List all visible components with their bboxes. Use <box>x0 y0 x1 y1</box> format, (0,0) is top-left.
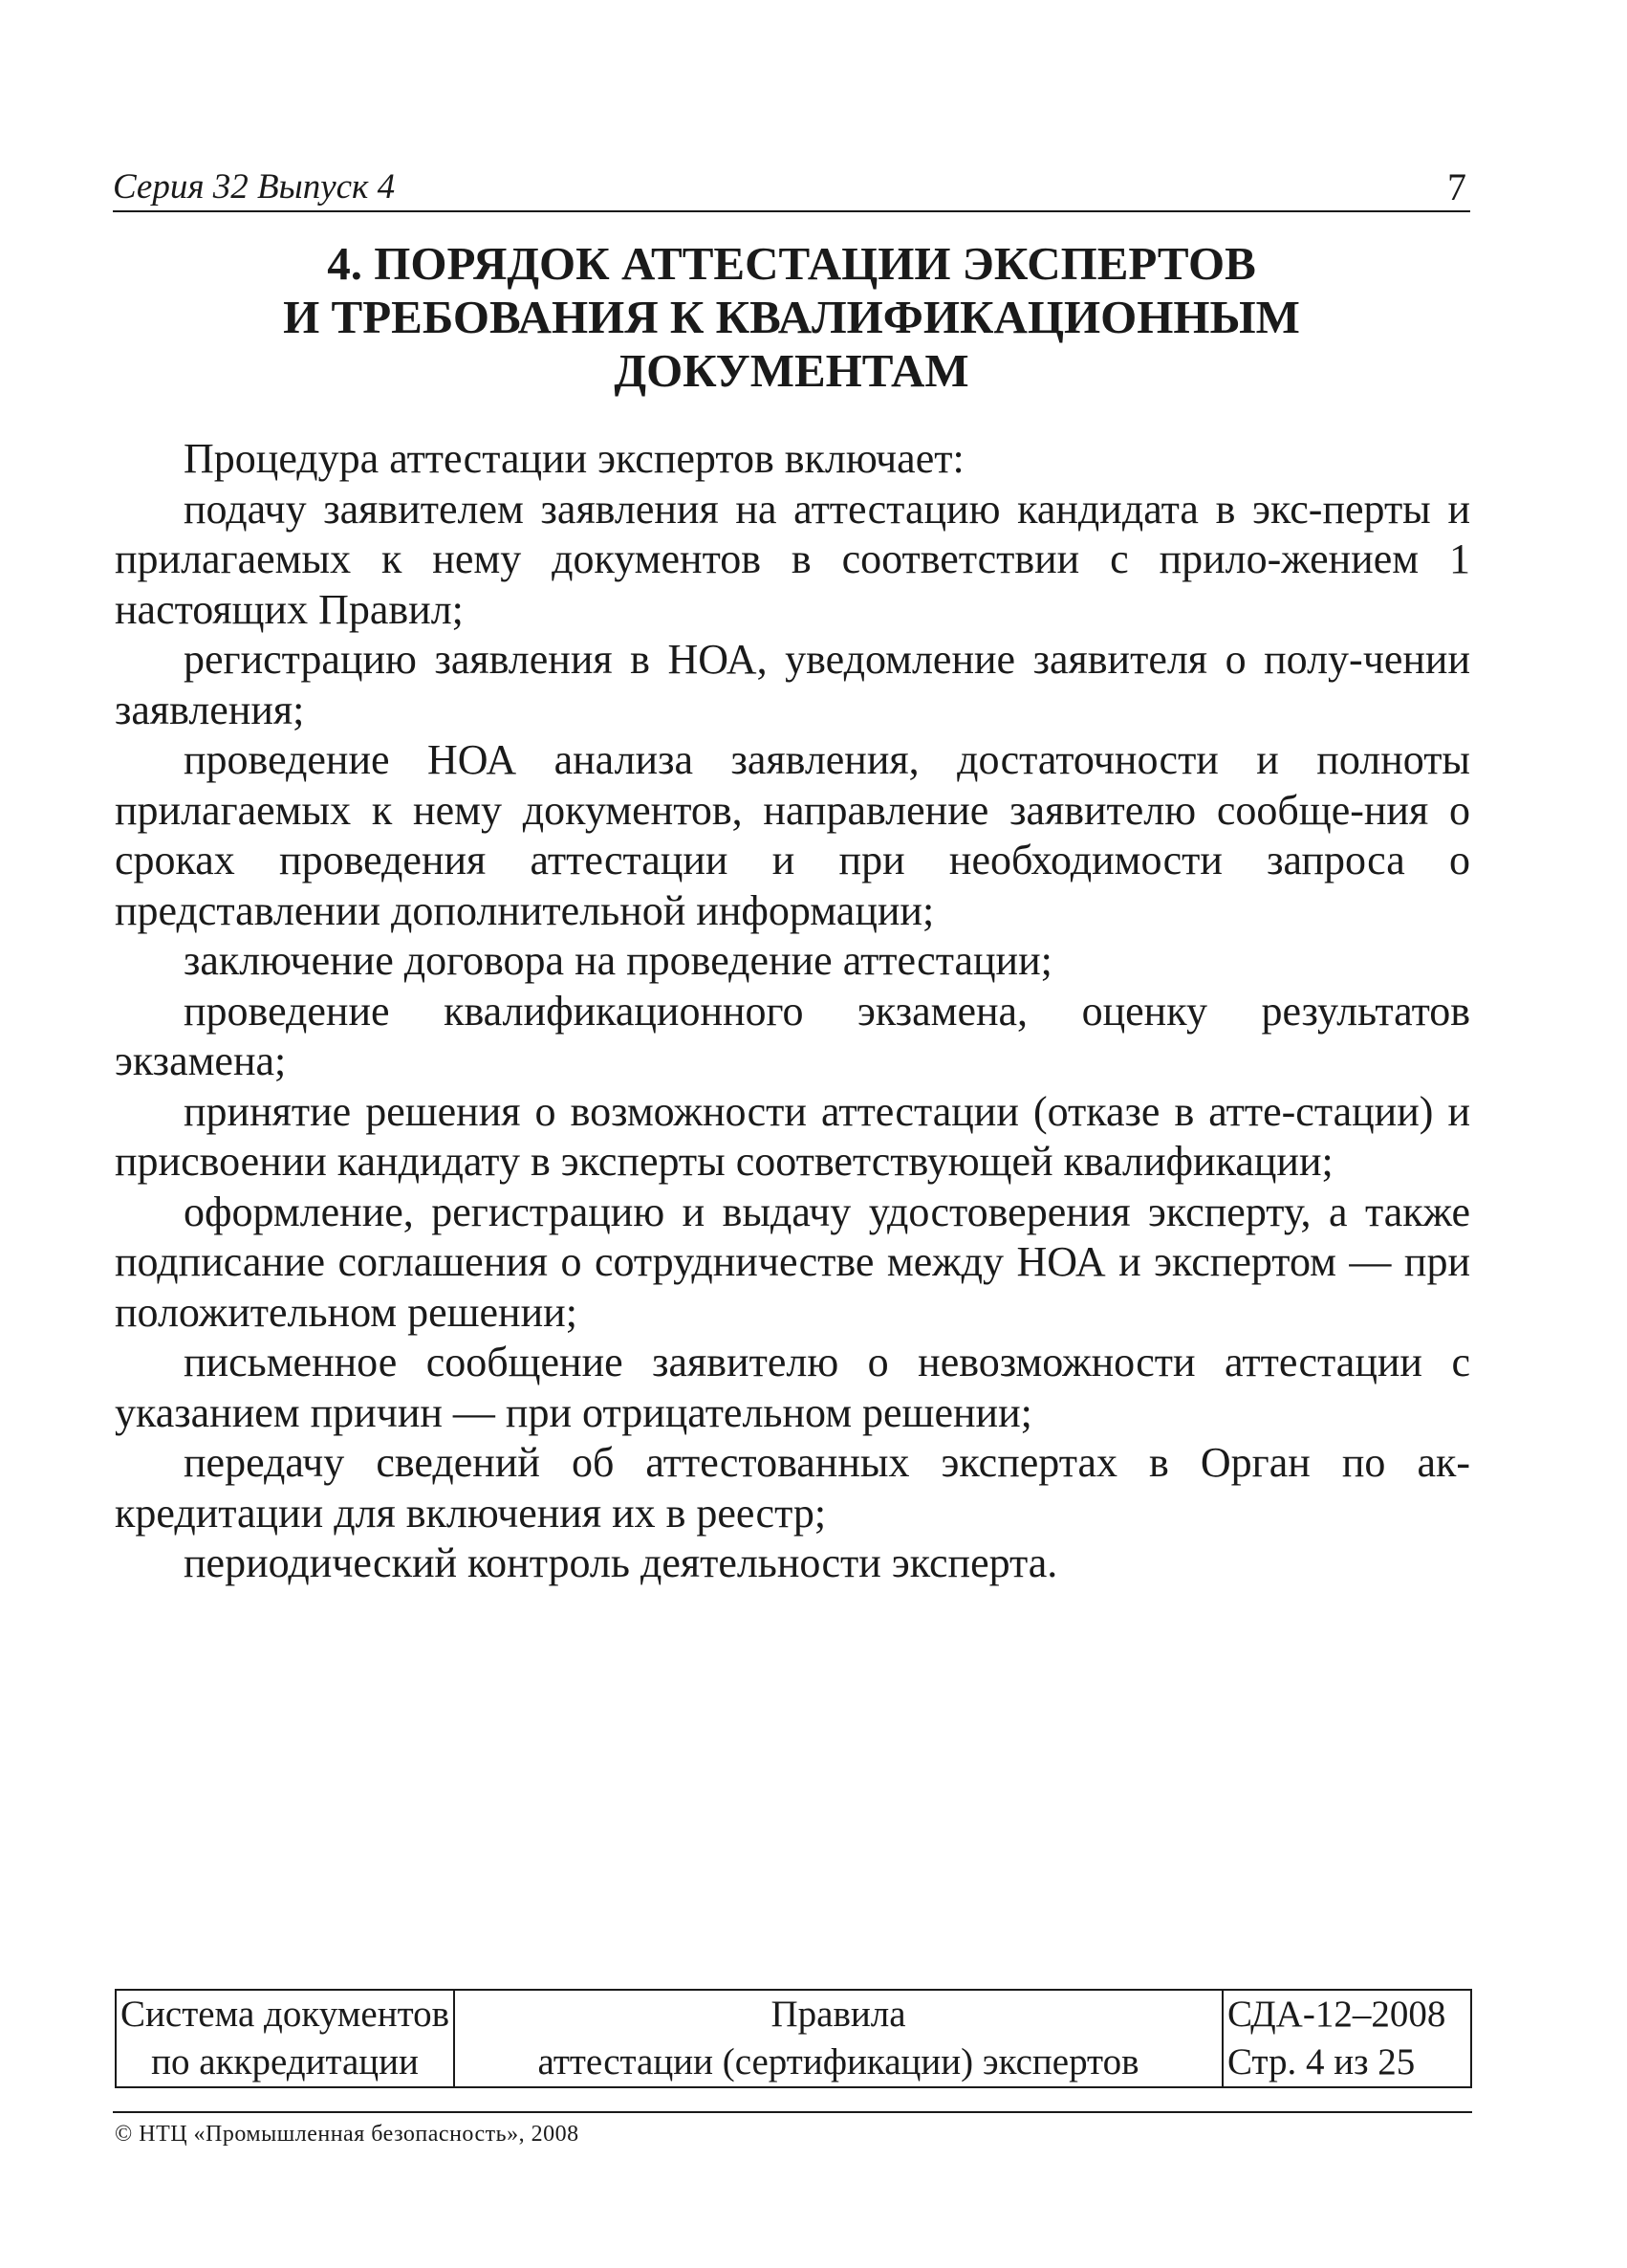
document-footer-table <box>115 1989 1472 2088</box>
footer-doc-code-cell <box>1223 1990 1471 2087</box>
footer-doc-code: СДА-12–2008 <box>1227 1994 1446 2035</box>
paragraph-intro: Процедура аттестации экспертов включает: <box>184 435 965 482</box>
footer-doc-title-cell <box>454 1990 1223 2087</box>
heading-line-3: ДОКУМЕНТАМ <box>614 344 969 397</box>
footer-page-count: Стр. 4 из 25 <box>1227 2041 1416 2083</box>
footer-divider <box>113 2111 1472 2113</box>
footer-doc-system-cell <box>116 1990 454 2087</box>
series-label: Серия 32 Выпуск 4 <box>113 167 396 207</box>
footer-table-row <box>116 1990 1471 2087</box>
copyright-notice: © НТЦ «Промышленная безопасность», 2008 <box>115 2122 579 2147</box>
heading-line-2: И ТРЕБОВАНИЯ К КВАЛИФИКАЦИОННЫМ <box>283 291 1300 343</box>
footer-doc-title-line-2: аттестации (сертификации) экспертов <box>537 2041 1139 2083</box>
paragraph: регистрацию заявления в НОА, уведомление заявителя о полу-чении заявления; <box>115 636 1470 733</box>
page-number: 7 <box>1447 165 1466 208</box>
paragraph: периодический контроль деятельности эксперта. <box>184 1539 1058 1586</box>
paragraph: заключение договора на проведение аттестации; <box>184 937 1052 984</box>
running-header <box>113 164 1470 212</box>
footer-doc-title-line-1: Правила <box>770 1994 906 2035</box>
paragraph: оформление, регистрацию и выдачу удостоверения эксперту, а также подписание соглашения о сотрудничестве между НОА и экспертом — при положительном решении; <box>115 1188 1470 1336</box>
paragraph: подачу заявителем заявления на аттестацию кандидата в экс-перты и прилагаемых к нему документов в соответствии с прило-жением 1 настоящих Правил; <box>115 485 1470 633</box>
footer-doc-system-line-2: по аккредитации <box>151 2041 419 2083</box>
section-heading <box>113 237 1470 398</box>
heading-line-1: 4. ПОРЯДОК АТТЕСТАЦИИ ЭКСПЕРТОВ <box>327 237 1256 290</box>
paragraph: проведение НОА анализа заявления, достаточности и полноты прилагаемых к нему документов, направление заявителю сообще-ния о сроках проведения аттестации и при необходимости запроса о представлении дополнительной информации; <box>115 736 1470 934</box>
paragraph: проведение квалификационного экзамена, оценку результатов экзамена; <box>115 987 1470 1084</box>
footer-doc-system-line-1: Система документов <box>120 1994 450 2035</box>
paragraph: передачу сведений об аттестованных экспертах в Орган по ак-кредитации для включения их в реестр; <box>115 1439 1470 1537</box>
paragraph: письменное сообщение заявителю о невозможности аттестации с указанием причин — при отрицательном решении; <box>115 1339 1470 1436</box>
body-text <box>115 434 1470 1589</box>
paragraph: принятие решения о возможности аттестации (отказе в атте-стации) и присвоении кандидату в эксперты соответствующей квалификации; <box>115 1087 1470 1185</box>
